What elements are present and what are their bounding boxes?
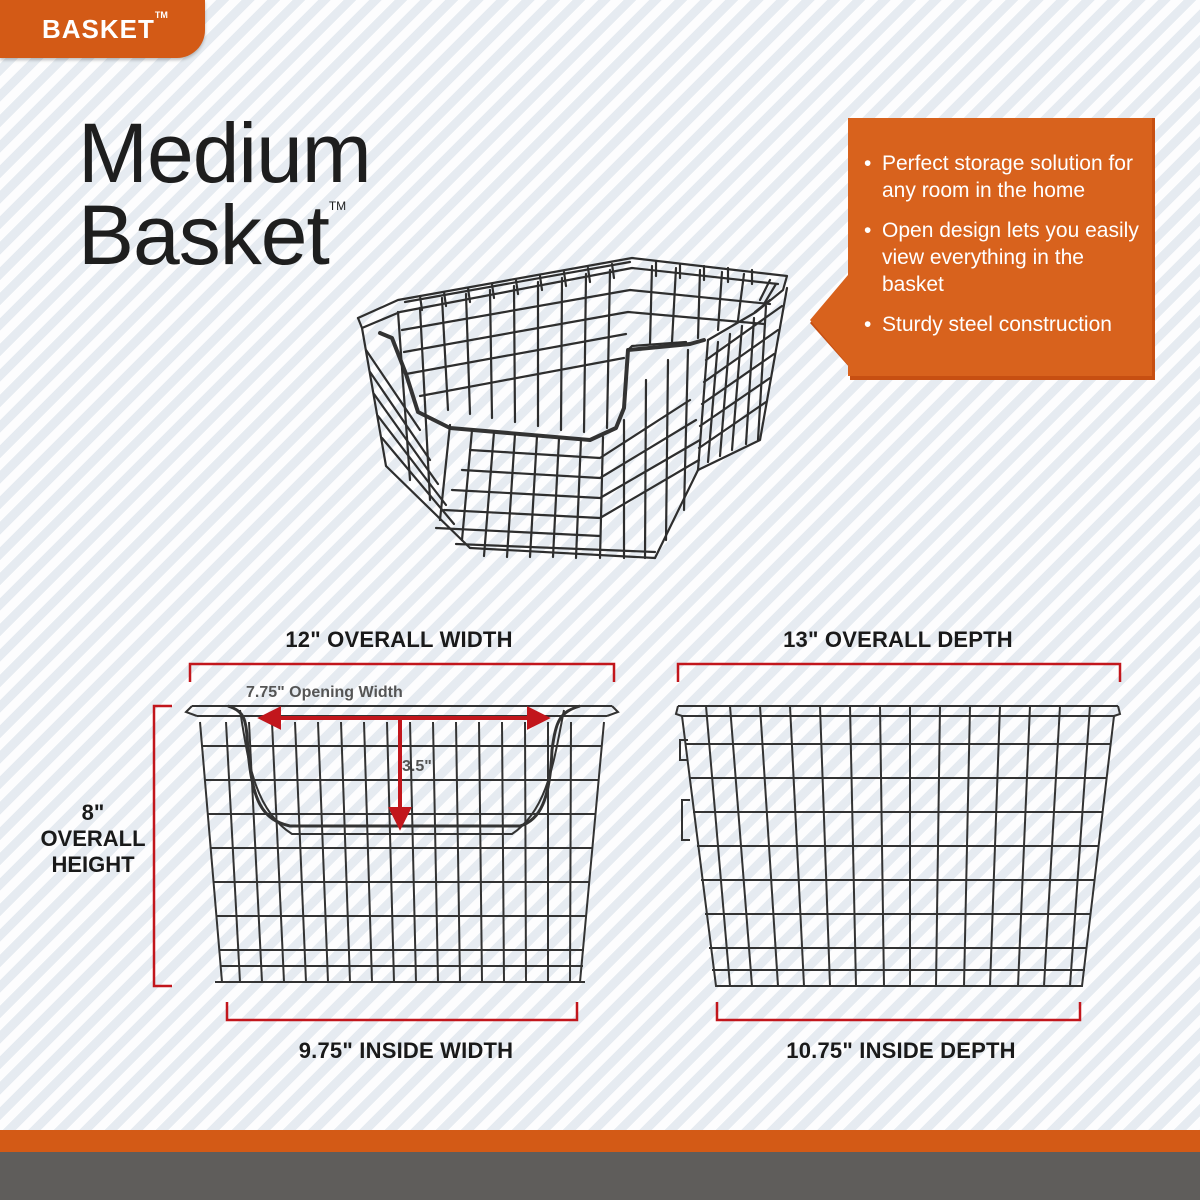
title-line-1: Medium [78, 106, 371, 200]
side-view-basket [676, 706, 1120, 986]
opening-width-label: 7.75" Opening Width [246, 684, 403, 701]
feature-item: • Open design lets you easily view everything in the basket [864, 217, 1149, 298]
inside-width-label: 9.75" INSIDE WIDTH [298, 1038, 514, 1063]
inside-depth-bracket [717, 1002, 1080, 1020]
overall-width-label: 12" OVERALL WIDTH [285, 627, 513, 652]
footer-bar [0, 1152, 1200, 1200]
height-line-2: HEIGHT [51, 852, 135, 877]
title-trademark: TM [328, 199, 347, 213]
height-line-1: OVERALL [40, 826, 146, 851]
opening-depth-label: 3.5" [402, 758, 432, 775]
height-value: 8" [81, 800, 105, 825]
inside-depth-label: 10.75" INSIDE DEPTH [786, 1038, 1016, 1063]
title-line-2: Basket™ [78, 188, 347, 282]
feature-item: • Perfect storage solution for any room in the home [864, 150, 1149, 204]
badge-trademark: TM [154, 10, 168, 20]
badge-label: BASKET [42, 14, 155, 44]
inside-width-bracket [227, 1002, 577, 1020]
overall-height-bracket [154, 706, 172, 986]
overall-depth-bracket [678, 664, 1120, 682]
overall-width-bracket [190, 664, 614, 682]
overall-depth-label: 13" OVERALL DEPTH [783, 627, 1013, 652]
footer-accent-bar [0, 1130, 1200, 1152]
feature-item: • Sturdy steel construction [864, 311, 1149, 338]
